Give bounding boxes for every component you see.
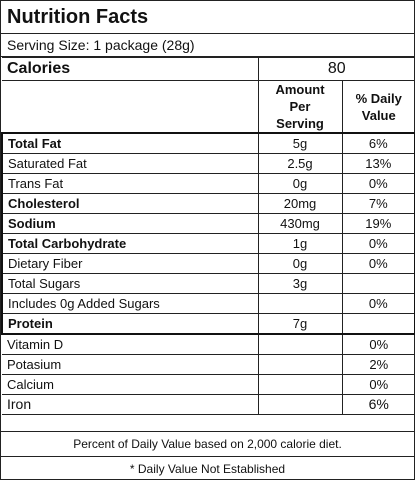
vitamin-row-daily-value: 6% — [342, 395, 415, 415]
calories-row — [2, 58, 415, 81]
nutrient-row-daily-value: 13% — [342, 154, 415, 174]
vitamin-row-amount — [258, 334, 342, 355]
nutrition-table — [1, 57, 415, 415]
nutrient-row-amount: 5g — [258, 133, 342, 154]
calories-label: Calories — [2, 58, 258, 81]
vitamin-row-amount — [258, 395, 342, 415]
header-amount-text: Amount Per Serving — [265, 81, 335, 132]
footer-not-established-row — [1, 457, 414, 481]
nutrient-row-name: Includes 0g Added Sugars — [2, 294, 258, 314]
nutrient-row-amount — [258, 294, 342, 314]
vitamin-row-daily-value: 0% — [342, 375, 415, 395]
label-title: Nutrition Facts — [1, 1, 414, 34]
nutrient-row — [2, 174, 415, 194]
nutrient-row-daily-value: 0% — [342, 234, 415, 254]
nutrient-row-amount: 20mg — [258, 194, 342, 214]
nutrient-row-amount: 0g — [258, 174, 342, 194]
vitamin-row-daily-value: 0% — [342, 334, 415, 355]
vitamin-row — [2, 334, 415, 355]
vitamin-row-name: Vitamin D — [2, 334, 258, 355]
calories-value: 80 — [258, 58, 415, 81]
nutrient-row — [2, 294, 415, 314]
nutrient-row-daily-value: 0% — [342, 294, 415, 314]
header-daily-text: % Daily Value — [349, 90, 409, 124]
vitamin-row — [2, 375, 415, 395]
nutrient-row-amount: 2.5g — [258, 154, 342, 174]
nutrient-row-amount: 430mg — [258, 214, 342, 234]
vitamin-row-amount — [258, 355, 342, 375]
nutrient-row — [2, 274, 415, 294]
vitamin-row — [2, 355, 415, 375]
footer-basis: Percent of Daily Value based on 2,000 calorie diet. — [1, 432, 414, 457]
vitamin-row-amount — [258, 375, 342, 395]
nutrient-row-name: Cholesterol — [2, 194, 258, 214]
nutrient-row-amount: 3g — [258, 274, 342, 294]
nutrient-row-name: Protein — [2, 314, 258, 335]
nutrient-row-daily-value — [342, 314, 415, 335]
nutrient-row — [2, 194, 415, 214]
header-amount — [258, 81, 342, 134]
nutrient-row-name: Dietary Fiber — [2, 254, 258, 274]
nutrient-row-daily-value: 7% — [342, 194, 415, 214]
nutrient-row-amount: 7g — [258, 314, 342, 335]
nutrient-row-amount: 0g — [258, 254, 342, 274]
vitamin-row — [2, 395, 415, 415]
nutrient-row-amount: 1g — [258, 234, 342, 254]
nutrient-row — [2, 133, 415, 154]
nutrient-row — [2, 234, 415, 254]
nutrient-row-daily-value: 19% — [342, 214, 415, 234]
serving-size: Serving Size: 1 package (28g) — [1, 34, 414, 57]
footer-not-established: * Daily Value Not Established — [1, 457, 414, 481]
nutrient-row — [2, 214, 415, 234]
footer-basis-row — [1, 432, 414, 457]
nutrient-row-name: Trans Fat — [2, 174, 258, 194]
nutrient-row — [2, 154, 415, 174]
nutrient-row-name: Total Carbohydrate — [2, 234, 258, 254]
nutrient-row-daily-value: 6% — [342, 133, 415, 154]
nutrient-row-daily-value — [342, 274, 415, 294]
nutrient-row — [2, 314, 415, 335]
nutrient-row-name: Saturated Fat — [2, 154, 258, 174]
nutrient-row — [2, 254, 415, 274]
vitamin-row-name: Iron — [2, 395, 258, 415]
vitamin-row-daily-value: 2% — [342, 355, 415, 375]
nutrient-row-name: Sodium — [2, 214, 258, 234]
vitamin-row-name: Calcium — [2, 375, 258, 395]
nutrient-row-name: Total Fat — [2, 133, 258, 154]
nutrition-table-body — [2, 58, 415, 415]
nutrient-row-name: Total Sugars — [2, 274, 258, 294]
column-header-row — [2, 81, 415, 134]
nutrient-row-daily-value: 0% — [342, 174, 415, 194]
header-daily-value — [342, 81, 415, 134]
nutrient-row-daily-value: 0% — [342, 254, 415, 274]
header-blank — [2, 81, 258, 134]
vitamin-row-name: Potasium — [2, 355, 258, 375]
footer-table — [1, 431, 414, 481]
